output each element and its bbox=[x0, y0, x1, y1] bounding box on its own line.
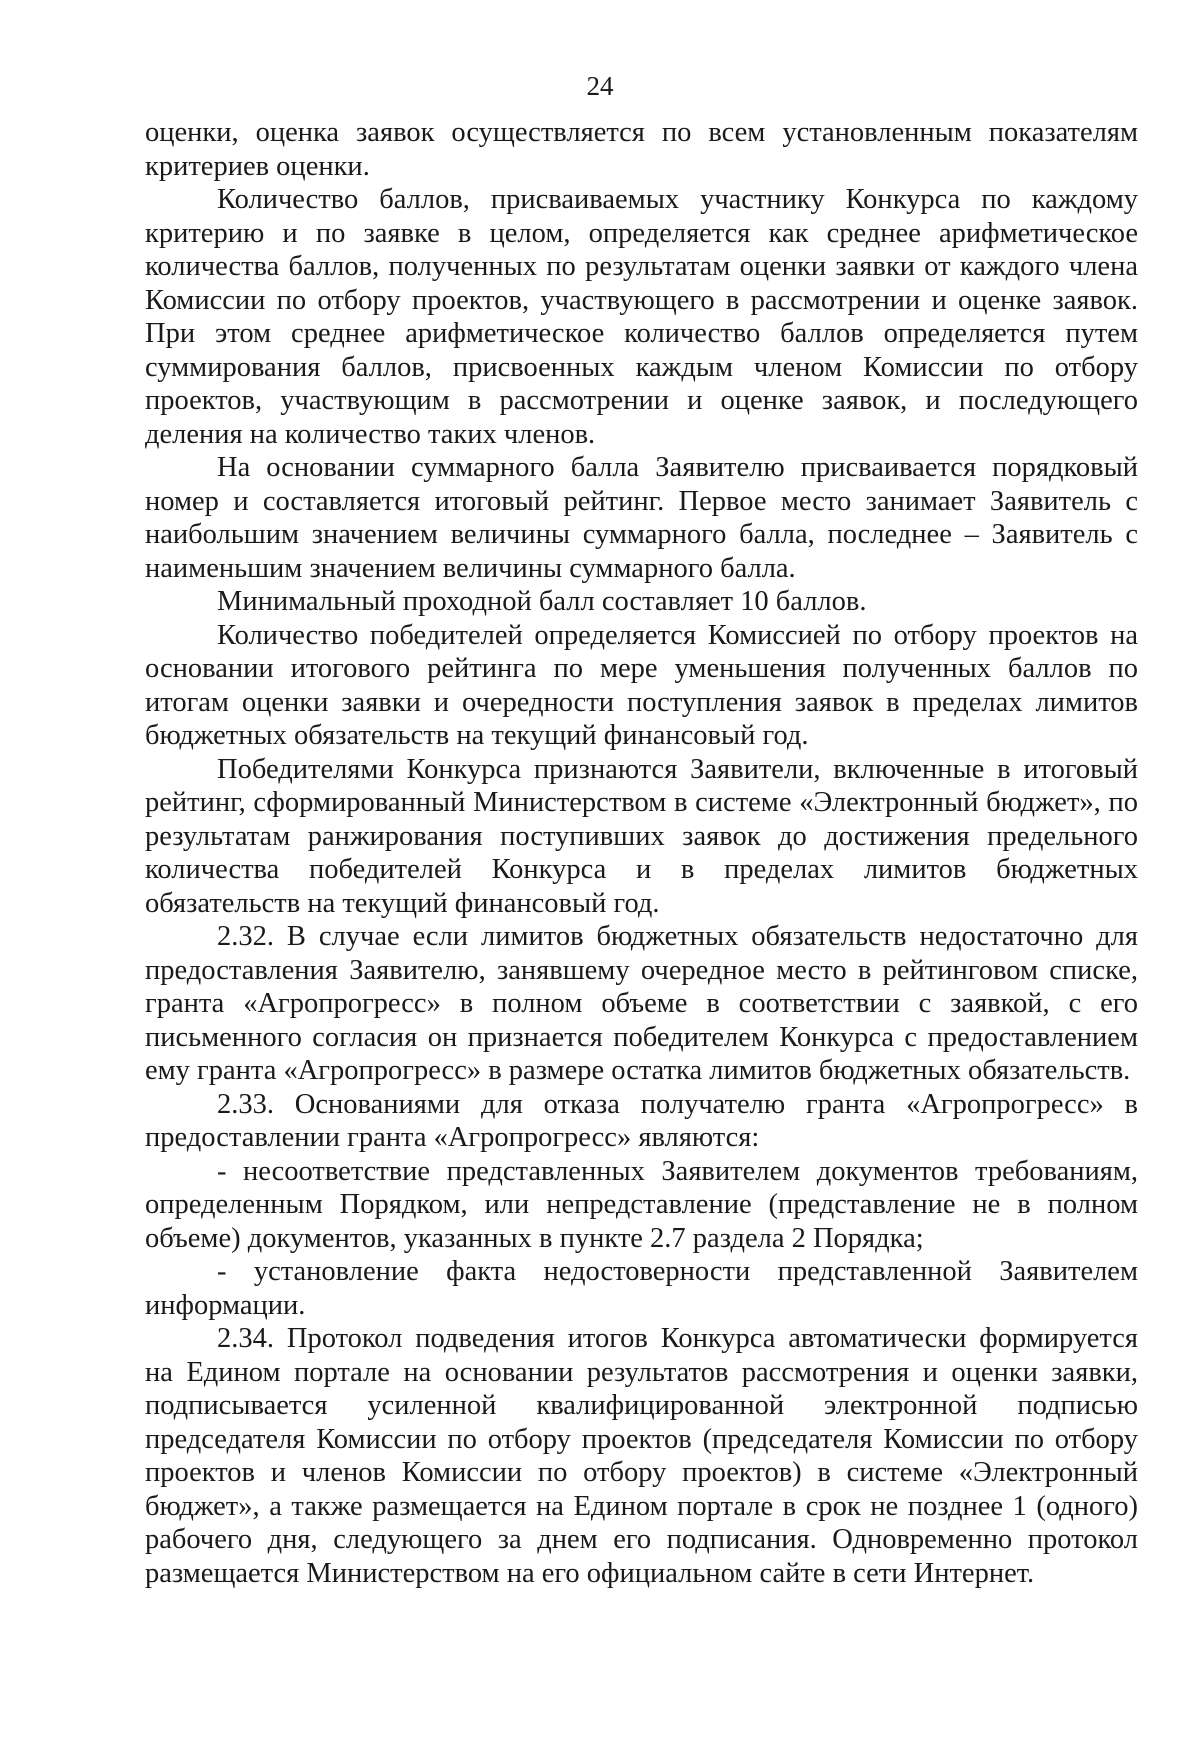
paragraph-5: Количество победителей определяется Комиссией по отбору проектов на основании итогового рейтинга по мере уменьшения полученных баллов по итогам оценки заявки и очередности поступления заявок в пределах лимитов бюджетных обязательств на текущий финансовый год. bbox=[145, 619, 1138, 751]
paragraph-1: оценки, оценка заявок осуществляется по всем установленным показателям критериев оценки. bbox=[145, 117, 1138, 182]
page-number: 24 bbox=[586, 71, 614, 101]
paragraph-6: Победителями Конкурса признаются Заявители, включенные в итоговый рейтинг, сформированный Министерством в системе «Электронный бюджет», по результатам ранжирования поступивших заявок до достижения предельного количества победителей Конкурса и в пределах лимитов бюджетных обязательств на текущий финансовый год. bbox=[145, 753, 1138, 919]
paragraph-3: На основании суммарного балла Заявителю присваивается порядковый номер и составляется итоговый рейтинг. Первое место занимает Заявитель с наибольшим значением величины суммарного балла, последнее – Заявитель с наименьшим значением величины суммарного балла. bbox=[145, 452, 1138, 584]
paragraph-8: 2.33. Основаниями для отказа получателю гранта «Агропрогресс» в предоставлении гранта «Агропрогресс» являются: bbox=[145, 1088, 1138, 1153]
paragraph-10: - установление факта недостоверности представленной Заявителем информации. bbox=[145, 1256, 1138, 1321]
document-body bbox=[145, 116, 1138, 1590]
paragraph-11: 2.34. Протокол подведения итогов Конкурса автоматически формируется на Едином портале на основании результатов рассмотрения и оценки заявки, подписывается усиленной квалифицированной электронной подписью председателя Комиссии по отбору проектов (председателя Комиссии по отбору проектов и членов Комиссии по отбору проектов) в системе «Электронный бюджет», а также размещается на Едином портале в срок не позднее 1 (одного) рабочего дня, следующего за днем его подписания. Одновременно протокол размещается Министерством на его официальном сайте в сети Интернет. bbox=[145, 1323, 1138, 1589]
paragraph-2: Количество баллов, присваиваемых участнику Конкурса по каждому критерию и по заявке в целом, определяется как среднее арифметическое количества баллов, полученных по результатам оценки заявки от каждого члена Комиссии по отбору проектов, участвующего в рассмотрении и оценке заявок. При этом среднее арифметическое количество баллов определяется путем суммирования баллов, присвоенных каждым членом Комиссии по отбору проектов, участвующим в рассмотрении и оценке заявок, и последующего деления на количество таких членов. bbox=[145, 184, 1138, 450]
paragraph-4: Минимальный проходной балл составляет 10 баллов. bbox=[217, 586, 867, 617]
paragraph-7: 2.32. В случае если лимитов бюджетных обязательств недостаточно для предоставления Заявителю, занявшему очередное место в рейтинговом списке, гранта «Агропрогресс» в полном объеме в соответствии с заявкой, с его письменного согласия он признается победителем Конкурса с предоставлением ему гранта «Агропрогресс» в размере остатка лимитов бюджетных обязательств. bbox=[145, 921, 1138, 1086]
paragraph-9: - несоответствие представленных Заявителем документов требованиям, определенным Порядком, или непредставление (представление не в полном объеме) документов, указанных в пункте 2.7 раздела 2 Порядка; bbox=[145, 1155, 1138, 1254]
